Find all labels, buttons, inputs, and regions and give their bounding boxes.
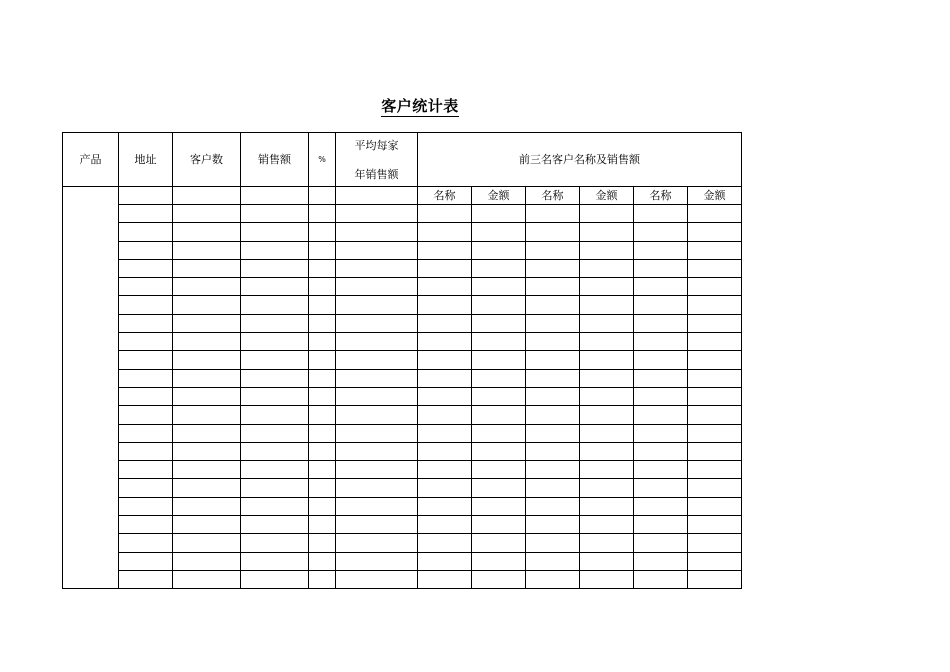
table-cell[interactable] xyxy=(173,387,241,405)
table-cell[interactable] xyxy=(526,442,580,460)
table-cell[interactable] xyxy=(119,516,173,534)
table-cell[interactable] xyxy=(688,387,742,405)
table-cell[interactable] xyxy=(241,314,309,332)
table-cell[interactable] xyxy=(526,552,580,570)
table-cell[interactable] xyxy=(418,497,472,515)
table-cell[interactable] xyxy=(119,387,173,405)
table-cell[interactable] xyxy=(309,223,336,241)
table-cell[interactable] xyxy=(309,259,336,277)
table-cell[interactable] xyxy=(309,241,336,259)
table-cell[interactable] xyxy=(526,570,580,588)
table-row xyxy=(63,479,742,497)
table-cell[interactable] xyxy=(526,497,580,515)
table-cell[interactable] xyxy=(580,479,634,497)
table-cell[interactable] xyxy=(472,314,526,332)
table-row xyxy=(63,406,742,424)
table-cell[interactable] xyxy=(688,552,742,570)
table-cell[interactable] xyxy=(472,223,526,241)
table-cell[interactable] xyxy=(173,442,241,460)
table-cell[interactable] xyxy=(241,387,309,405)
table-cell[interactable] xyxy=(634,369,688,387)
table-cell[interactable] xyxy=(472,442,526,460)
table-cell[interactable] xyxy=(418,406,472,424)
table-cell[interactable] xyxy=(241,406,309,424)
table-cell[interactable] xyxy=(336,387,418,405)
table-cell[interactable] xyxy=(580,516,634,534)
table-cell[interactable] xyxy=(336,552,418,570)
table-row xyxy=(63,223,742,241)
table-cell[interactable] xyxy=(526,516,580,534)
table-cell[interactable] xyxy=(173,333,241,351)
table-cell[interactable] xyxy=(418,424,472,442)
table-cell[interactable] xyxy=(580,570,634,588)
table-cell[interactable] xyxy=(336,479,418,497)
subheader-amount: 金额 xyxy=(472,187,526,205)
table-cell[interactable] xyxy=(418,205,472,223)
table-cell[interactable] xyxy=(526,351,580,369)
table-cell[interactable] xyxy=(309,461,336,479)
table-cell[interactable] xyxy=(580,296,634,314)
table-cell[interactable] xyxy=(336,205,418,223)
table-cell[interactable] xyxy=(309,424,336,442)
table-cell[interactable] xyxy=(336,406,418,424)
table-cell[interactable] xyxy=(634,278,688,296)
table-row xyxy=(63,278,742,296)
table-cell[interactable] xyxy=(309,442,336,460)
table-cell[interactable] xyxy=(173,479,241,497)
table-cell[interactable] xyxy=(241,552,309,570)
table-cell[interactable] xyxy=(472,461,526,479)
table-cell[interactable] xyxy=(241,333,309,351)
table-cell[interactable] xyxy=(241,223,309,241)
table-cell[interactable] xyxy=(526,223,580,241)
table-cell[interactable] xyxy=(634,461,688,479)
table-cell[interactable] xyxy=(173,552,241,570)
table-row xyxy=(63,259,742,277)
table-cell[interactable] xyxy=(580,223,634,241)
table-cell[interactable] xyxy=(336,497,418,515)
table-cell[interactable] xyxy=(580,259,634,277)
table-cell[interactable] xyxy=(119,205,173,223)
table-cell[interactable] xyxy=(688,205,742,223)
table-cell[interactable] xyxy=(173,497,241,515)
customer-stats-table xyxy=(62,132,742,589)
table-cell[interactable] xyxy=(580,552,634,570)
table-cell[interactable] xyxy=(418,314,472,332)
table-cell[interactable] xyxy=(336,424,418,442)
table-row xyxy=(63,552,742,570)
table-cell[interactable] xyxy=(418,479,472,497)
table-cell[interactable] xyxy=(309,387,336,405)
table-cell[interactable] xyxy=(634,259,688,277)
table-cell[interactable] xyxy=(119,497,173,515)
table-cell[interactable] xyxy=(472,296,526,314)
table-row xyxy=(63,387,742,405)
table-cell[interactable] xyxy=(634,314,688,332)
table-cell[interactable] xyxy=(688,314,742,332)
subheader-amount: 金额 xyxy=(580,187,634,205)
table-cell[interactable] xyxy=(526,369,580,387)
table-cell[interactable] xyxy=(472,552,526,570)
table-cell[interactable] xyxy=(173,259,241,277)
table-cell[interactable] xyxy=(688,241,742,259)
table-row xyxy=(63,314,742,332)
table-cell[interactable] xyxy=(688,516,742,534)
table-cell[interactable] xyxy=(688,369,742,387)
table-cell[interactable] xyxy=(173,424,241,442)
table-cell[interactable] xyxy=(119,259,173,277)
table-cell[interactable] xyxy=(526,387,580,405)
table-cell[interactable] xyxy=(418,570,472,588)
table-cell[interactable] xyxy=(634,479,688,497)
table-cell[interactable] xyxy=(580,278,634,296)
table-cell[interactable] xyxy=(336,241,418,259)
table-cell[interactable] xyxy=(309,406,336,424)
table-cell[interactable] xyxy=(634,442,688,460)
table-cell[interactable] xyxy=(688,442,742,460)
table-cell[interactable] xyxy=(688,461,742,479)
table-row xyxy=(63,442,742,460)
table-cell[interactable] xyxy=(634,516,688,534)
table-cell[interactable] xyxy=(688,278,742,296)
table-cell[interactable] xyxy=(336,534,418,552)
table-cell[interactable] xyxy=(173,351,241,369)
table-cell[interactable] xyxy=(336,278,418,296)
table-cell[interactable] xyxy=(173,205,241,223)
table-cell[interactable] xyxy=(119,278,173,296)
table-cell[interactable] xyxy=(472,570,526,588)
table-cell[interactable] xyxy=(418,387,472,405)
table-cell[interactable] xyxy=(418,552,472,570)
table-cell[interactable] xyxy=(580,424,634,442)
table-cell[interactable] xyxy=(336,187,418,205)
table-cell[interactable] xyxy=(173,278,241,296)
table-cell[interactable] xyxy=(336,516,418,534)
table-cell[interactable] xyxy=(418,259,472,277)
table-cell[interactable] xyxy=(309,516,336,534)
table-cell[interactable] xyxy=(526,278,580,296)
table-cell[interactable] xyxy=(241,351,309,369)
table-cell[interactable] xyxy=(336,333,418,351)
table-cell[interactable] xyxy=(688,406,742,424)
table-cell[interactable] xyxy=(241,534,309,552)
table-cell[interactable] xyxy=(119,552,173,570)
table-cell[interactable] xyxy=(309,205,336,223)
table-cell[interactable] xyxy=(688,534,742,552)
subheader-row xyxy=(63,187,742,205)
table-cell[interactable] xyxy=(119,314,173,332)
table-cell[interactable] xyxy=(309,314,336,332)
table-cell[interactable] xyxy=(309,187,336,205)
table-cell[interactable] xyxy=(336,461,418,479)
table-cell[interactable] xyxy=(119,369,173,387)
table-cell[interactable] xyxy=(472,369,526,387)
table-cell[interactable] xyxy=(309,369,336,387)
table-cell[interactable] xyxy=(634,406,688,424)
table-row xyxy=(63,570,742,588)
table-cell[interactable] xyxy=(418,296,472,314)
header-address: 地址 xyxy=(119,133,173,187)
table-cell[interactable] xyxy=(418,442,472,460)
table-cell[interactable] xyxy=(418,516,472,534)
table-cell[interactable] xyxy=(336,259,418,277)
table-cell[interactable] xyxy=(336,369,418,387)
table-cell[interactable] xyxy=(336,223,418,241)
table-cell[interactable] xyxy=(241,259,309,277)
header-sales: 销售额 xyxy=(241,133,309,187)
table-cell[interactable] xyxy=(526,406,580,424)
table-cell[interactable] xyxy=(580,406,634,424)
table-cell[interactable] xyxy=(634,497,688,515)
title-text: 客户统计表 xyxy=(381,97,459,115)
table-cell[interactable] xyxy=(472,534,526,552)
table-cell[interactable] xyxy=(688,570,742,588)
table-cell[interactable] xyxy=(526,314,580,332)
header-row xyxy=(63,133,742,187)
table-cell[interactable] xyxy=(688,497,742,515)
table-cell[interactable] xyxy=(241,442,309,460)
header-percent: % xyxy=(309,133,336,187)
table-cell[interactable] xyxy=(688,351,742,369)
table-cell[interactable] xyxy=(526,296,580,314)
table-cell[interactable] xyxy=(418,333,472,351)
table-row xyxy=(63,351,742,369)
table-cell[interactable] xyxy=(526,205,580,223)
table-row xyxy=(63,497,742,515)
subheader-name: 名称 xyxy=(526,187,580,205)
subheader-amount: 金额 xyxy=(688,187,742,205)
table-cell[interactable] xyxy=(580,461,634,479)
table-cell[interactable] xyxy=(526,333,580,351)
table-cell[interactable] xyxy=(173,296,241,314)
table-cell[interactable] xyxy=(580,351,634,369)
table-cell[interactable] xyxy=(241,205,309,223)
header-product: 产品 xyxy=(63,133,119,187)
table-cell[interactable] xyxy=(472,241,526,259)
table-row xyxy=(63,241,742,259)
table-cell[interactable] xyxy=(688,223,742,241)
table-row xyxy=(63,516,742,534)
table-cell[interactable] xyxy=(688,296,742,314)
header-avg-line1: 平均每家 xyxy=(354,138,399,152)
table-cell[interactable] xyxy=(580,387,634,405)
table-cell[interactable] xyxy=(241,479,309,497)
table-cell[interactable] xyxy=(119,296,173,314)
subheader-name: 名称 xyxy=(634,187,688,205)
table-row xyxy=(63,369,742,387)
table-cell[interactable] xyxy=(580,205,634,223)
table-cell[interactable] xyxy=(634,570,688,588)
table-cell[interactable] xyxy=(580,497,634,515)
header-top3: 前三名客户名称及销售额 xyxy=(418,133,742,187)
table-cell[interactable] xyxy=(119,461,173,479)
table-cell[interactable] xyxy=(173,187,241,205)
table-cell[interactable] xyxy=(634,241,688,259)
table-cell[interactable] xyxy=(309,351,336,369)
table-cell[interactable] xyxy=(634,333,688,351)
table-cell[interactable] xyxy=(418,534,472,552)
table-cell[interactable] xyxy=(472,205,526,223)
table-cell[interactable] xyxy=(309,296,336,314)
table-cell[interactable] xyxy=(526,241,580,259)
table-cell[interactable] xyxy=(526,424,580,442)
table-cell[interactable] xyxy=(241,241,309,259)
table-row xyxy=(63,333,742,351)
table-row xyxy=(63,424,742,442)
table-cell[interactable] xyxy=(472,351,526,369)
table-cell[interactable] xyxy=(119,479,173,497)
table-cell[interactable] xyxy=(173,534,241,552)
table-cell[interactable] xyxy=(336,442,418,460)
table-cell[interactable] xyxy=(580,241,634,259)
table-cell[interactable] xyxy=(580,534,634,552)
table-cell[interactable] xyxy=(634,424,688,442)
table-cell[interactable] xyxy=(580,314,634,332)
table-cell[interactable] xyxy=(472,406,526,424)
table-cell[interactable] xyxy=(173,570,241,588)
table-cell[interactable] xyxy=(173,516,241,534)
table-cell[interactable] xyxy=(418,223,472,241)
table-cell[interactable] xyxy=(309,333,336,351)
table-cell[interactable] xyxy=(119,406,173,424)
table-cell[interactable] xyxy=(634,552,688,570)
table-cell[interactable] xyxy=(241,187,309,205)
table-cell[interactable] xyxy=(173,461,241,479)
product-cell[interactable] xyxy=(63,187,119,589)
table-cell[interactable] xyxy=(336,296,418,314)
table-cell[interactable] xyxy=(119,241,173,259)
table-cell[interactable] xyxy=(119,351,173,369)
table-cell[interactable] xyxy=(580,333,634,351)
table-cell[interactable] xyxy=(241,369,309,387)
table-cell[interactable] xyxy=(119,534,173,552)
header-avg-line2: 年销售额 xyxy=(354,167,399,181)
table-cell[interactable] xyxy=(173,369,241,387)
table-cell[interactable] xyxy=(634,351,688,369)
table-cell[interactable] xyxy=(472,424,526,442)
table-cell[interactable] xyxy=(309,570,336,588)
table-cell[interactable] xyxy=(309,534,336,552)
table-cell[interactable] xyxy=(580,442,634,460)
table-cell[interactable] xyxy=(309,552,336,570)
table-cell[interactable] xyxy=(634,296,688,314)
table-cell[interactable] xyxy=(418,278,472,296)
table-cell[interactable] xyxy=(241,424,309,442)
table-cell[interactable] xyxy=(634,223,688,241)
table-cell[interactable] xyxy=(173,241,241,259)
table-cell[interactable] xyxy=(688,333,742,351)
table-row xyxy=(63,296,742,314)
header-customer-count: 客户数 xyxy=(173,133,241,187)
table-cell[interactable] xyxy=(173,406,241,424)
table-cell[interactable] xyxy=(472,333,526,351)
table-cell[interactable] xyxy=(472,497,526,515)
table-cell[interactable] xyxy=(634,205,688,223)
table-cell[interactable] xyxy=(688,259,742,277)
table-cell[interactable] xyxy=(688,424,742,442)
table-cell[interactable] xyxy=(119,442,173,460)
table-cell[interactable] xyxy=(119,570,173,588)
subheader-name: 名称 xyxy=(418,187,472,205)
page-title xyxy=(0,95,840,116)
table-cell[interactable] xyxy=(336,314,418,332)
table-cell[interactable] xyxy=(309,479,336,497)
table-cell[interactable] xyxy=(241,278,309,296)
table-cell[interactable] xyxy=(241,516,309,534)
table-cell[interactable] xyxy=(119,424,173,442)
table-row xyxy=(63,534,742,552)
table-cell[interactable] xyxy=(418,461,472,479)
table-cell[interactable] xyxy=(241,296,309,314)
table-cell[interactable] xyxy=(418,369,472,387)
table-cell[interactable] xyxy=(173,223,241,241)
table-cell[interactable] xyxy=(634,387,688,405)
table-cell[interactable] xyxy=(309,278,336,296)
table-cell[interactable] xyxy=(336,351,418,369)
table-cell[interactable] xyxy=(634,534,688,552)
table-row xyxy=(63,461,742,479)
header-avg-sales xyxy=(336,133,418,187)
table-cell[interactable] xyxy=(472,278,526,296)
table-cell[interactable] xyxy=(526,259,580,277)
table-cell[interactable] xyxy=(688,479,742,497)
table-row xyxy=(63,205,742,223)
table-cell[interactable] xyxy=(526,479,580,497)
table-cell[interactable] xyxy=(418,241,472,259)
table-cell[interactable] xyxy=(336,570,418,588)
table-cell[interactable] xyxy=(526,534,580,552)
table-cell[interactable] xyxy=(119,333,173,351)
table-cell[interactable] xyxy=(526,461,580,479)
table-cell[interactable] xyxy=(173,314,241,332)
table-cell[interactable] xyxy=(241,570,309,588)
table-cell[interactable] xyxy=(241,461,309,479)
table-cell[interactable] xyxy=(418,351,472,369)
table-cell[interactable] xyxy=(472,259,526,277)
table-cell[interactable] xyxy=(119,187,173,205)
table-cell[interactable] xyxy=(309,497,336,515)
table-cell[interactable] xyxy=(472,479,526,497)
table-cell[interactable] xyxy=(472,387,526,405)
table-cell[interactable] xyxy=(472,516,526,534)
table-cell[interactable] xyxy=(241,497,309,515)
table-cell[interactable] xyxy=(580,369,634,387)
table-cell[interactable] xyxy=(119,223,173,241)
